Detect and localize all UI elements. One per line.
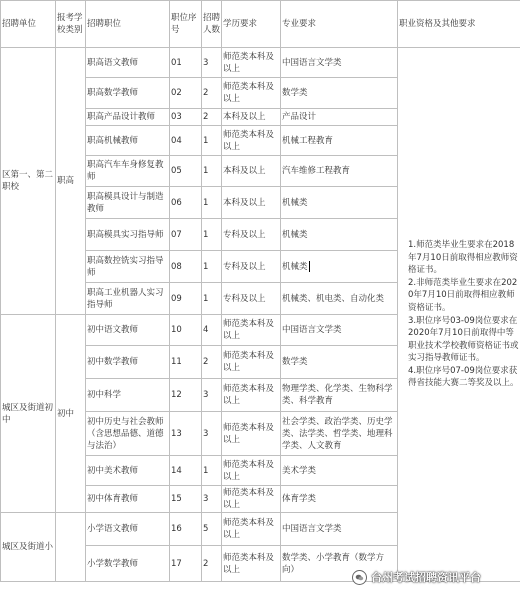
major-cell xyxy=(281,251,398,283)
header-post: 招聘职位 xyxy=(86,1,170,48)
major-cell: 数学类 xyxy=(281,78,398,109)
count-cell: 1 xyxy=(202,187,222,219)
edu-cell: 师范类本科及以上 xyxy=(222,456,281,486)
edu-cell: 师范类本科及以上 xyxy=(222,546,281,582)
post-cell: 小学数学教师 xyxy=(86,546,170,582)
edu-cell: 师范类本科及以上 xyxy=(222,126,281,156)
code-cell: 07 xyxy=(170,219,202,251)
edu-cell: 专科及以上 xyxy=(222,251,281,283)
major-cell: 机械类 xyxy=(281,219,398,251)
requirements-notes xyxy=(398,48,520,582)
post-cell: 职高模具设计与制造教师 xyxy=(86,187,170,219)
note-2: 2.非师范类毕业生要求在2020年7月10日前取得相应教师资格证书。 xyxy=(408,277,518,313)
edu-cell: 师范类本科及以上 xyxy=(222,48,281,78)
edu-cell: 专科及以上 xyxy=(222,219,281,251)
code-cell: 17 xyxy=(170,546,202,582)
post-cell: 职高工业机器人实习指导师 xyxy=(86,283,170,315)
count-cell: 2 xyxy=(202,546,222,582)
edu-cell: 本科及以上 xyxy=(222,156,281,187)
watermark xyxy=(352,567,520,587)
note-1: 1.师范类毕业生要求在2018年7月10日前取得相应教师资格证书。 xyxy=(408,239,518,276)
major-cell: 汽车维修工程教育 xyxy=(281,156,398,187)
code-cell: 14 xyxy=(170,456,202,486)
major-cell: 中国语言文学类 xyxy=(281,315,398,346)
major-text: 机械类 xyxy=(282,261,308,272)
major-cell: 机械类、机电类、自动化类 xyxy=(281,283,398,315)
major-cell: 机械类 xyxy=(281,187,398,219)
count-cell: 3 xyxy=(202,48,222,78)
table-row xyxy=(1,48,520,78)
code-cell: 03 xyxy=(170,109,202,126)
code-cell: 12 xyxy=(170,379,202,412)
count-cell: 3 xyxy=(202,412,222,456)
header-requirements: 职业资格及其他要求 xyxy=(398,1,520,48)
unit-cell: 区第一、第二职校 xyxy=(1,48,56,315)
edu-cell: 专科及以上 xyxy=(222,283,281,315)
count-cell: 1 xyxy=(202,251,222,283)
edu-cell: 师范类本科及以上 xyxy=(222,78,281,109)
school-type-cell: 初中 xyxy=(56,315,86,513)
major-cell: 中国语言文学类 xyxy=(281,513,398,546)
post-cell: 小学语文教师 xyxy=(86,513,170,546)
count-cell: 3 xyxy=(202,379,222,412)
header-education: 学历要求 xyxy=(222,1,281,48)
post-cell: 职高机械教师 xyxy=(86,126,170,156)
count-cell: 3 xyxy=(202,486,222,513)
major-cell: 机械工程教育 xyxy=(281,126,398,156)
post-cell: 职高产品设计教师 xyxy=(86,109,170,126)
table-header-row xyxy=(1,1,520,48)
header-major: 专业要求 xyxy=(281,1,398,48)
code-cell: 06 xyxy=(170,187,202,219)
school-type-cell xyxy=(56,513,86,582)
edu-cell: 师范类本科及以上 xyxy=(222,513,281,546)
code-cell: 10 xyxy=(170,315,202,346)
note-4: 4.职位序号07-09岗位要求获得省技能大赛二等奖及以上。 xyxy=(408,365,519,389)
major-cell: 产品设计 xyxy=(281,109,398,126)
unit-cell: 城区及街道初中 xyxy=(1,315,56,513)
code-cell: 02 xyxy=(170,78,202,109)
count-cell: 5 xyxy=(202,513,222,546)
school-type-cell: 职高 xyxy=(56,48,86,315)
edu-cell: 本科及以上 xyxy=(222,187,281,219)
post-cell: 初中体育教师 xyxy=(86,486,170,513)
code-cell: 16 xyxy=(170,513,202,546)
major-cell: 体育学类 xyxy=(281,486,398,513)
header-count: 招聘人数 xyxy=(202,1,222,48)
major-cell: 中国语言文学类 xyxy=(281,48,398,78)
edu-cell: 师范类本科及以上 xyxy=(222,346,281,379)
note-3: 3.职位序号03-09岗位要求在2020年7月10日前取得中等职业技术学校教师资格证书或实习指导教师证书。 xyxy=(408,315,519,364)
post-cell: 职高数控铣实习指导师 xyxy=(86,251,170,283)
post-cell: 职高语文教师 xyxy=(86,48,170,78)
edu-cell: 师范类本科及以上 xyxy=(222,379,281,412)
count-cell: 1 xyxy=(202,219,222,251)
edu-cell: 师范类本科及以上 xyxy=(222,486,281,513)
post-cell: 初中美术教师 xyxy=(86,456,170,486)
post-cell: 初中历史与社会教师（含思想品德、道德与法治） xyxy=(86,412,170,456)
watermark-text: 台州考试招聘资讯平台 xyxy=(371,571,481,584)
post-cell: 初中语文教师 xyxy=(86,315,170,346)
post-cell: 初中数学教师 xyxy=(86,346,170,379)
code-cell: 13 xyxy=(170,412,202,456)
count-cell: 1 xyxy=(202,283,222,315)
count-cell: 2 xyxy=(202,78,222,109)
count-cell: 1 xyxy=(202,156,222,187)
count-cell: 4 xyxy=(202,315,222,346)
code-cell: 05 xyxy=(170,156,202,187)
unit-cell: 城区及街道小 xyxy=(1,513,56,582)
code-cell: 04 xyxy=(170,126,202,156)
code-cell: 08 xyxy=(170,251,202,283)
code-cell: 11 xyxy=(170,346,202,379)
edu-cell: 师范类本科及以上 xyxy=(222,412,281,456)
major-cell: 物理学类、化学类、生物科学类、科学教育 xyxy=(281,379,398,412)
code-cell: 15 xyxy=(170,486,202,513)
major-cell: 社会学类、政治学类、历史学类、法学类、哲学类、地理科学类、人文教育 xyxy=(281,412,398,456)
count-cell: 2 xyxy=(202,346,222,379)
code-cell: 01 xyxy=(170,48,202,78)
post-cell: 职高数学教师 xyxy=(86,78,170,109)
edu-cell: 本科及以上 xyxy=(222,109,281,126)
count-cell: 1 xyxy=(202,126,222,156)
post-cell: 初中科学 xyxy=(86,379,170,412)
major-cell: 数学类 xyxy=(281,346,398,379)
header-school-type: 报考学校类别 xyxy=(56,1,86,48)
major-cell: 美术学类 xyxy=(281,456,398,486)
header-post-code: 职位序号 xyxy=(170,1,202,48)
header-unit: 招聘单位 xyxy=(1,1,56,48)
count-cell: 1 xyxy=(202,456,222,486)
major-cell: 数学类、小学教育（数学方向） xyxy=(281,546,398,582)
post-cell: 职高模具实习指导师 xyxy=(86,219,170,251)
text-cursor xyxy=(309,261,310,272)
code-cell: 09 xyxy=(170,283,202,315)
edu-cell: 师范类本科及以上 xyxy=(222,315,281,346)
wechat-icon xyxy=(352,570,367,585)
post-cell: 职高汽车车身修复教师 xyxy=(86,156,170,187)
count-cell: 2 xyxy=(202,109,222,126)
